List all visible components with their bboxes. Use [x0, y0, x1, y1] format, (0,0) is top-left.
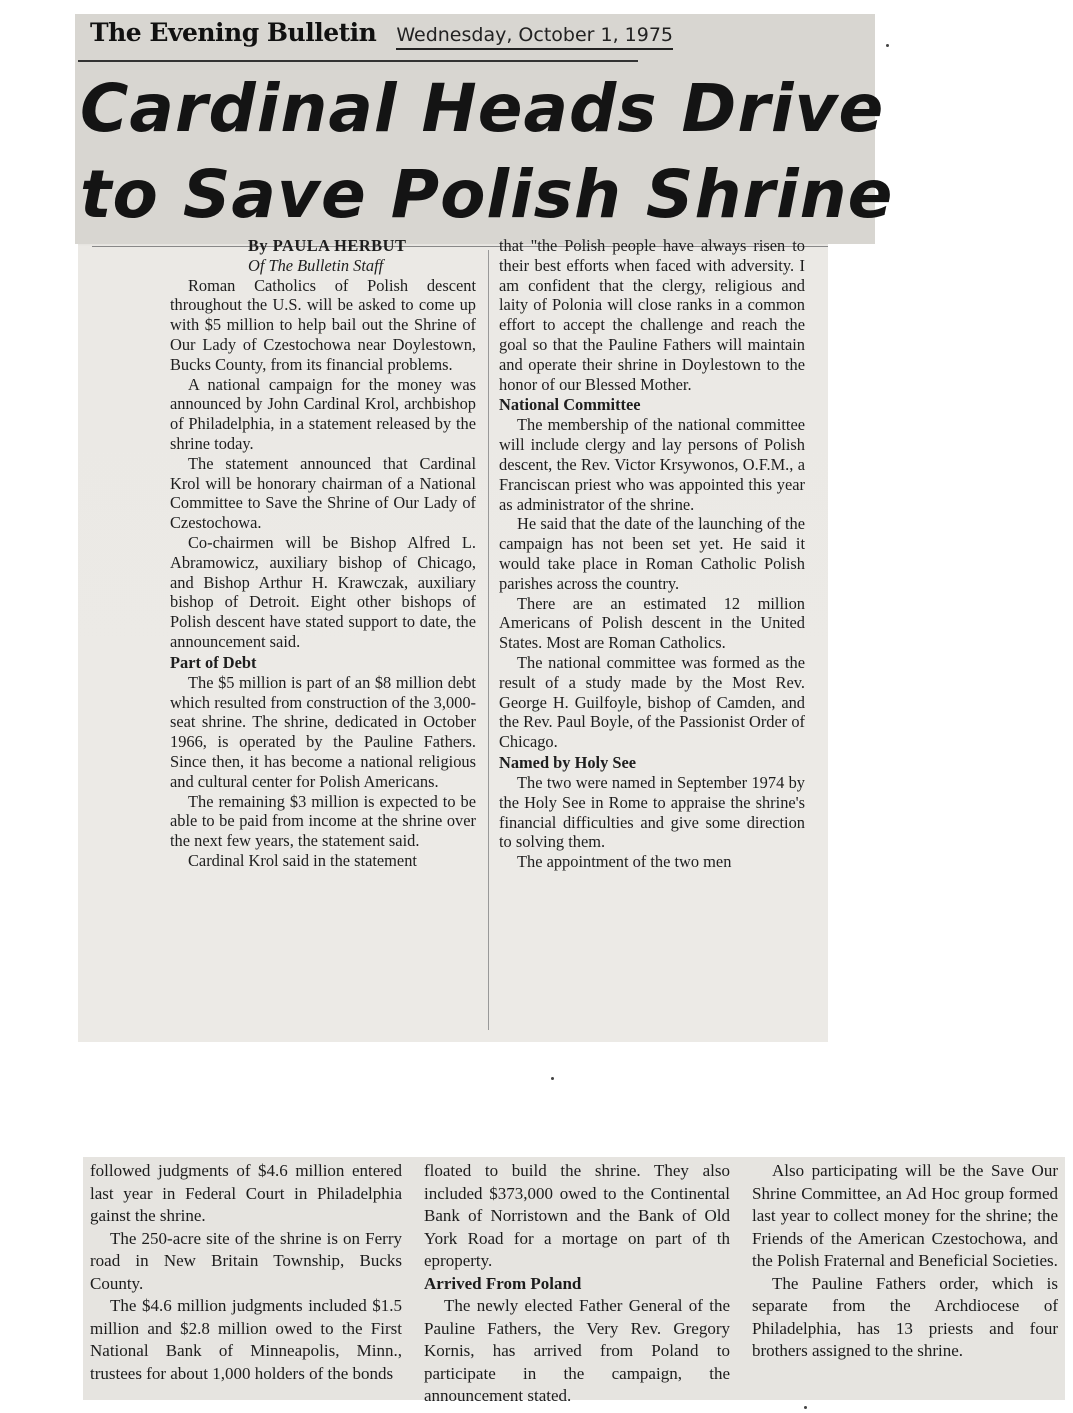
paragraph: The appointment of the two men: [517, 852, 732, 872]
paragraph: The two were named in September 1974 by the Holy See in Rome to appraise the shrine's financial difficulties and give some direction to solving them.: [499, 772, 805, 852]
subhead: Part of Debt: [170, 652, 257, 672]
paper-name: The Evening Bulletin: [90, 18, 377, 47]
paragraph: There are an estimated 12 million Americans of Polish descent in the United States. Most are Roman Catholics.: [499, 593, 805, 653]
paragraph: A national campaign for the money was announced by John Cardinal Krol, archbishop of Philadelphia, in a statement released by the shrine today.: [170, 374, 476, 453]
paragraph: Co-chairmen will be Bishop Alfred L. Abramowicz, auxiliary bishop of Chicago, and Bishop Arthur H. Krawczak, auxiliary bishop of Detroit. Eight other bishops of Polish descent have stated support to date, the announcement said.: [170, 532, 476, 651]
headline: [80, 66, 893, 238]
headline-line-2: to Save Polish Shrine: [80, 156, 894, 233]
subhead: National Committee: [499, 395, 641, 415]
paragraph: Cardinal Krol said in the statement: [188, 850, 417, 870]
paragraph: The remaining $3 million is expected to be able to be paid from income at the shrine over the next few years, the statement said.: [170, 791, 476, 851]
paragraph: He said that the date of the launching of the campaign has not been set yet. He said it would take place in Roman Catholic Polish parishes across the country.: [499, 514, 805, 593]
continuation-column-1: [90, 1160, 402, 1385]
paragraph: The newly elected Father General of the Pauline Fathers, the Very Rev. Gregory Kornis, has arrived from Poland to participate in the campaign, the announcement stated.: [424, 1296, 730, 1405]
print-speck: [804, 1406, 807, 1409]
staff-line: Of The Bulletin Staff: [248, 255, 384, 275]
paragraph: Also participating will be the Save Our Shrine Committee, an Ad Hoc group formed last year to collect money for the shrine; the Friends of the American Czestochowa, and the Polish Fraternal and Beneficial Societies.: [752, 1161, 1058, 1270]
paragraph: The statement announced that Cardinal Krol will be honorary chairman of a National Committee to Save the Shrine of Our Lady of Czestochowa.: [170, 453, 476, 533]
paragraph: The membership of the national committee will include clergy and lay persons of Polish descent, the Rev. Victor Krsywonos, O.F.M., a Franciscan priest who was appointed this year as administrator of the shrine.: [499, 415, 805, 514]
paragraph: The Pauline Fathers order, which is separate from the Archdiocese of Philadelphia, has 13 priests and four brothers assigned to the shrine.: [752, 1273, 1058, 1360]
paragraph: The national committee was formed as the result of a study made by the Most Rev. George H. Guilfoyle, bishop of Camden, and the Rev. Paul Boyle, of the Passionist Order of Chicago.: [499, 652, 805, 752]
paragraph: followed judgments of $4.6 million entered last year in Federal Court in Philadelphia gainst the shrine.: [90, 1161, 402, 1225]
print-speck: [551, 1077, 554, 1080]
continuation-column-3: [752, 1160, 1058, 1363]
masthead-rule: [78, 60, 638, 62]
edition-date: Wednesday, October 1, 1975: [396, 24, 673, 50]
article-column-1: [170, 236, 476, 871]
subhead: Arrived From Poland: [424, 1273, 582, 1293]
headline-line-1: Cardinal Heads Drive: [80, 70, 885, 147]
article-column-2: [499, 236, 805, 872]
top-clipping: [78, 14, 894, 1042]
paragraph: The $4.6 million judgments included $1.5 million and $2.8 million owed to the First National Bank of Minneapolis, Minn., trustees for about 1,000 holders of the bonds: [90, 1296, 402, 1383]
column-divider: [488, 250, 489, 1030]
subhead: Named by Holy See: [499, 752, 637, 772]
paragraph: floated to build the shrine. They also included $373,000 owed to the Continental Bank of Norristown and the Bank of Old York Road for a mortage on part of th eproperty.: [424, 1161, 730, 1270]
paragraph: Roman Catholics of Polish descent throughout the U.S. will be asked to come up with $5 million to help bail out the Shrine of Our Lady of Czestochowa near Doylestown, Bucks County, from its financial problems.: [170, 275, 476, 374]
masthead: [90, 18, 673, 50]
paragraph: The 250-acre site of the shrine is on Ferry road in New Britain Township, Bucks County.: [90, 1228, 402, 1293]
paragraph: that "the Polish people have always risen to their best efforts when faced with adversity. I am confident that the clergy, religious and laity of Polonia will close ranks in a common effort to accept the challenge and reach the goal so that the Pauline Fathers will maintain and operate their shrine in Doylestown to the honor of our Blessed Mother.: [499, 236, 805, 394]
paragraph: The $5 million is part of an $8 million debt which resulted from construction of the 3,000-seat shrine. The shrine, dedicated in October 1966, is operated by the Pauline Fathers. Since then, it has become a national religious and cultural center for Polish Americans.: [170, 672, 476, 791]
print-speck: [886, 44, 889, 47]
continuation-column-2: [424, 1160, 730, 1408]
byline: By PAULA HERBUT: [248, 236, 407, 255]
